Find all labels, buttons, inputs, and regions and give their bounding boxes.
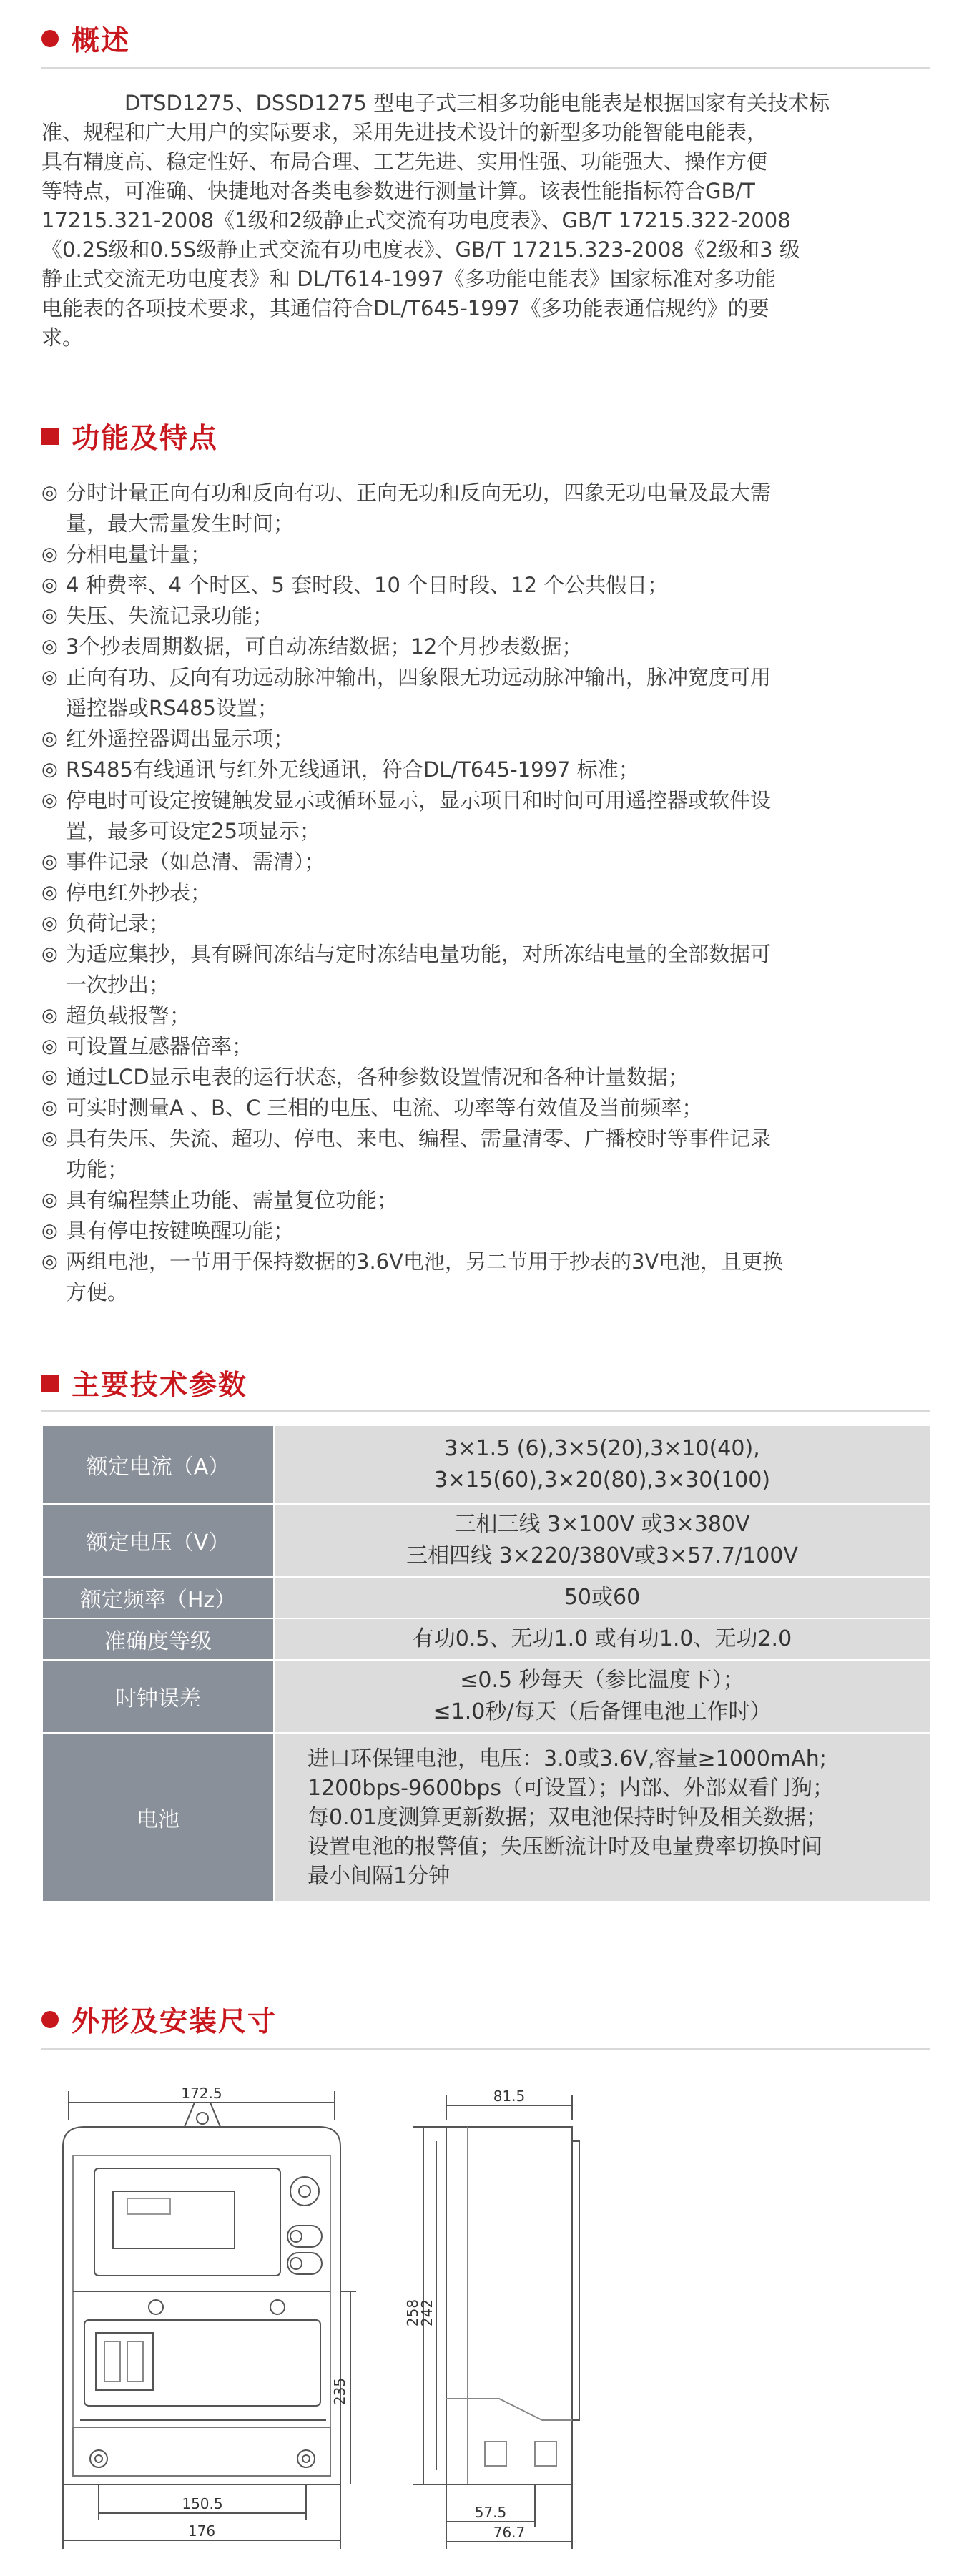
circle-bullet-icon: ◎ <box>41 882 58 903</box>
feature-text: 停电时可设定按键触发显示或循环显示，显示项目和时间可用遥控器或软件设 <box>66 788 772 812</box>
circle-bullet-icon: ◎ <box>41 667 58 688</box>
dim-height-total: 258 <box>404 2299 421 2327</box>
spec-row <box>42 1504 930 1577</box>
overview-line: 电能表的各项技术要求，其通信符合DL/T645-1997《多功能表通信规约》的要 <box>41 296 769 320</box>
spec-value-line: 进口环保锂电池，电压：3.0或3.6V,容量≥1000mAh; <box>308 1746 827 1771</box>
circle-bullet-icon: ◎ <box>41 728 58 749</box>
spec-value <box>274 1618 930 1660</box>
circle-bullet-icon: ◎ <box>41 1036 58 1057</box>
feature-text: RS485有线通讯与红外无线通讯，符合DL/T645-1997 标准； <box>66 757 639 782</box>
spec-value <box>274 1425 930 1504</box>
spec-value-line: 三相三线 3×100V 或3×380V <box>454 1512 750 1537</box>
feature-text: 具有编程禁止功能、需量复位功能； <box>66 1188 398 1212</box>
circle-bullet-icon: ◎ <box>41 1128 58 1149</box>
spec-row <box>42 1618 930 1660</box>
dim-top-width: 172.5 <box>181 2085 222 2102</box>
divider <box>41 2048 930 2050</box>
spec-value-line: ≤0.5 秒每天（参比温度下）； <box>460 1668 744 1693</box>
circle-bullet-icon: ◎ <box>41 482 58 503</box>
spec-value-line: 3×1.5 (6),3×5(20),3×10(40), <box>444 1436 760 1461</box>
feature-item <box>41 478 935 539</box>
feature-text: 量，最大需量发生时间； <box>66 511 295 536</box>
circle-bullet-icon: ◎ <box>41 1220 58 1242</box>
spec-value <box>274 1733 930 1902</box>
feature-text: 可设置互感器倍率； <box>66 1034 253 1058</box>
dim-side-bottom-1: 57.5 <box>474 2504 507 2521</box>
divider <box>41 67 930 69</box>
overview-line: DTSD1275、DSSD1275 型电子式三相多功能电能表是根据国家有关技术标 <box>124 91 830 115</box>
red-dot-icon <box>41 30 59 47</box>
feature-text: 置，最多可设定25项显示； <box>66 819 320 843</box>
dim-side-depth: 81.5 <box>493 2088 526 2105</box>
feature-text: 超负载报警； <box>66 1003 191 1028</box>
feature-item <box>41 570 935 601</box>
feature-item <box>41 724 935 754</box>
feature-item <box>41 1093 935 1124</box>
feature-item <box>41 539 935 570</box>
overview-line: 求。 <box>41 325 84 350</box>
feature-text: 失压、失流记录功能； <box>66 604 274 628</box>
feature-text: 一次抄出； <box>66 973 170 997</box>
dimensions-heading: 外形及安装尺寸 <box>41 2000 277 2040</box>
overview-line: 等特点，可准确、快捷地对各类电参数进行测量计算。该表性能指标符合GB/T <box>41 179 755 203</box>
specs-heading: 主要技术参数 <box>41 1363 247 1403</box>
spec-value-line: 1200bps-9600bps（可设置）；内部、外部双看门狗； <box>308 1775 834 1801</box>
circle-bullet-icon: ◎ <box>41 605 58 626</box>
installation-drawing <box>41 2084 585 2556</box>
feature-text: 红外遥控器调出显示项； <box>66 727 295 751</box>
circle-bullet-icon: ◎ <box>41 790 58 811</box>
feature-text: 遥控器或RS485设置； <box>66 696 278 720</box>
circle-bullet-icon: ◎ <box>41 943 58 965</box>
spec-label: 时钟误差 <box>42 1660 274 1733</box>
overview-text <box>41 89 930 353</box>
feature-text: 功能； <box>66 1157 129 1181</box>
feature-text: 两组电池，一节用于保持数据的3.6V电池，另二节用于抄表的3V电池，且更换 <box>66 1249 784 1274</box>
feature-text: 正向有功、反向有功远动脉冲输出，四象限无功远动脉冲输出，脉冲宽度可用 <box>66 665 772 689</box>
red-square-icon <box>41 1375 59 1392</box>
feature-text: 可实时测量A 、B、C 三相的电压、电流、功率等有效值及当前频率； <box>66 1096 703 1120</box>
divider <box>41 1410 930 1412</box>
spec-value-line: 最小间隔1分钟 <box>308 1863 451 1889</box>
circle-bullet-icon: ◎ <box>41 574 58 596</box>
circle-bullet-icon: ◎ <box>41 636 58 657</box>
spec-label: 额定电压（V） <box>42 1504 274 1577</box>
feature-text: 方便。 <box>66 1280 129 1304</box>
overview-line: 静止式交流无功电度表》和 DL/T614-1997《多功能电能表》国家标准对多功能 <box>41 267 776 291</box>
spec-row <box>42 1660 930 1733</box>
circle-bullet-icon: ◎ <box>41 759 58 780</box>
dim-height-inner: 235 <box>331 2377 348 2406</box>
spec-row <box>42 1577 930 1618</box>
feature-text: 4 种费率、4 个时区、5 套时段、10 个日时段、12 个公共假日； <box>66 573 669 597</box>
feature-list <box>41 478 935 1308</box>
overview-heading: 概述 <box>41 19 130 59</box>
feature-item <box>41 785 935 847</box>
overview-line: 具有精度高、稳定性好、布局合理、工艺先进、实用性强、功能强大、操作方便 <box>41 149 768 174</box>
feature-item <box>41 877 935 908</box>
circle-bullet-icon: ◎ <box>41 913 58 934</box>
circle-bullet-icon: ◎ <box>41 544 58 565</box>
feature-item <box>41 1124 935 1185</box>
feature-item <box>41 631 935 662</box>
dim-bottom-width: 176 <box>187 2522 216 2540</box>
feature-text: 3个抄表周期数据，可自动冻结数据；12个月抄表数据； <box>66 634 583 659</box>
feature-text: 通过LCD显示电表的运行状态，各种参数设置情况和各种计量数据； <box>66 1065 689 1089</box>
feature-text: 分时计量正向有功和反向有功、正向无功和反向无功，四象无功电量及最大需 <box>66 481 772 505</box>
spec-value-line: 每0.01度测算更新数据；双电池保持时钟及相关数据； <box>308 1804 827 1830</box>
circle-bullet-icon: ◎ <box>41 851 58 872</box>
feature-item <box>41 1062 935 1093</box>
features-heading: 功能及特点 <box>41 416 218 456</box>
feature-item <box>41 847 935 877</box>
red-dot-icon <box>41 2011 59 2028</box>
spec-table <box>41 1425 931 1902</box>
circle-bullet-icon: ◎ <box>41 1251 58 1272</box>
feature-text: 负荷记录； <box>66 911 170 935</box>
spec-row <box>42 1733 930 1902</box>
spec-value <box>274 1660 930 1733</box>
side-view <box>404 2088 579 2549</box>
feature-item <box>41 939 935 1001</box>
spec-label: 额定电流（A） <box>42 1425 274 1504</box>
feature-item <box>41 1247 935 1308</box>
spec-value <box>274 1504 930 1577</box>
spec-label: 额定频率（Hz） <box>42 1577 274 1618</box>
feature-text: 事件记录（如总清、需清）； <box>66 850 325 874</box>
feature-text: 具有停电按键唤醒功能； <box>66 1219 295 1243</box>
spec-value-line: 三相四线 3×220/380V或3×57.7/100V <box>406 1543 798 1568</box>
front-view <box>63 2085 356 2549</box>
spec-row <box>42 1425 930 1504</box>
spec-value-line: 有功0.5、无功1.0 或有功1.0、无功2.0 <box>412 1626 792 1651</box>
circle-bullet-icon: ◎ <box>41 1189 58 1211</box>
circle-bullet-icon: ◎ <box>41 1097 58 1119</box>
overview-line: 17215.321-2008《1级和2级静止式交流有功电度表》、GB/T 17215.322-2008 <box>41 208 791 232</box>
spec-value-line: 50或60 <box>564 1585 641 1610</box>
spec-label: 准确度等级 <box>42 1618 274 1660</box>
feature-item <box>41 1216 935 1247</box>
circle-bullet-icon: ◎ <box>41 1005 58 1026</box>
feature-item <box>41 662 935 724</box>
spec-value-line: ≤1.0秒/每天（后备锂电池工作时） <box>433 1699 772 1724</box>
feature-item <box>41 908 935 939</box>
spec-label: 电池 <box>42 1733 274 1902</box>
feature-text: 为适应集抄，具有瞬间冻结与定时冻结电量功能，对所冻结电量的全部数据可 <box>66 942 772 966</box>
feature-text: 停电红外抄表； <box>66 880 212 905</box>
overview-line: 《0.2S级和0.5S级静止式交流有功电度表》、GB/T 17215.323-2008《2级和3 级 <box>41 237 800 262</box>
feature-item <box>41 754 935 785</box>
feature-item <box>41 601 935 631</box>
spec-value-line: 3×15(60),3×20(80),3×30(100) <box>433 1468 771 1493</box>
circle-bullet-icon: ◎ <box>41 1066 58 1088</box>
red-square-icon <box>41 428 59 445</box>
overview-line: 准、规程和广大用户的实际要求，采用先进技术设计的新型多功能智能电能表， <box>41 120 768 144</box>
feature-text: 具有失压、失流、超功、停电、来电、编程、需量清零、广播校时等事件记录 <box>66 1126 772 1151</box>
spec-value-line: 设置电池的报警值；失压断流计时及电量费率切换时间 <box>308 1834 822 1859</box>
feature-item <box>41 1185 935 1216</box>
dim-bottom-mount: 150.5 <box>182 2495 223 2512</box>
feature-item <box>41 1031 935 1062</box>
dim-height-side: 242 <box>418 2299 436 2327</box>
feature-text: 分相电量计量； <box>66 542 212 566</box>
spec-value <box>274 1577 930 1618</box>
feature-item <box>41 1001 935 1031</box>
dim-side-bottom-2: 76.7 <box>493 2524 526 2541</box>
